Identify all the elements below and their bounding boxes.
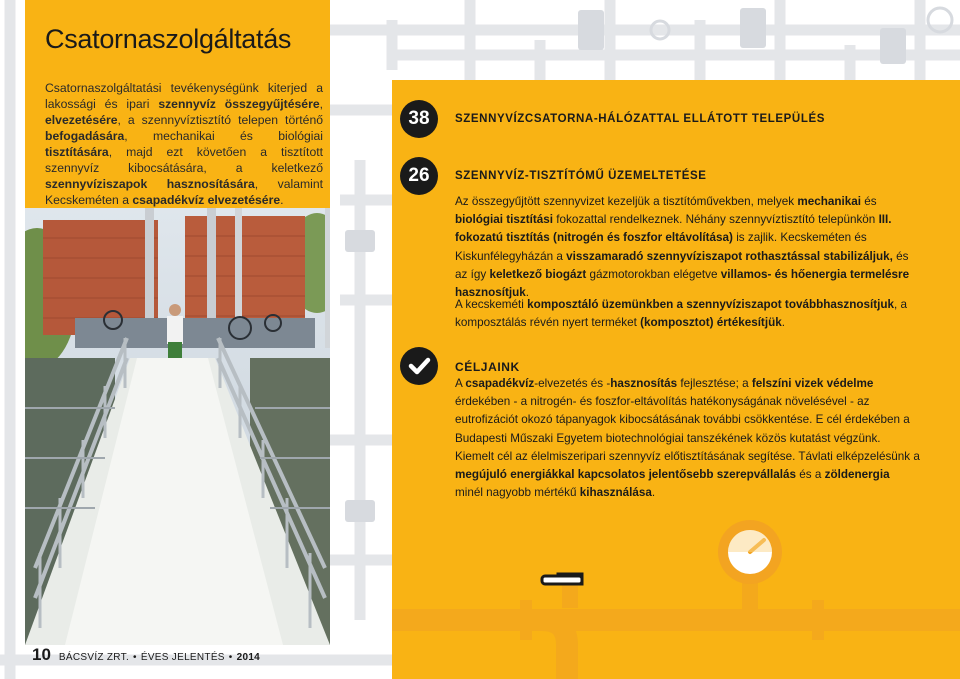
page-title: Csatornaszolgáltatás [45, 24, 292, 54]
stat-label: SZENNYVÍZCSATORNA-HÁLÓZATTAL ELLÁTOTT TELEPÜLÉS [455, 113, 825, 125]
goals-paragraph: A csapadékvíz-elvezetés és -hasznosítás fejlesztése; a felszíni vizek védelme érdekében - a nitrogén- és foszfor-eltávolítás hatékonyságának növelésével - az eutrofizációt okozó tápanyagok kibocsátásának további csökkentése. E cél érdekében a Budapesti Műszaki Egyetem biotechnológiai tanszékének közös kutatást végzünk. Kiemelt cél az élelmiszeripari szennyvíz előtisztításának segítése. Távlati elképzelésünk a megújuló energiákkal kapcsolatos jelentősebb szerepvállalás és a zöldenergia minél nagyobb mértékű kihasználása. [455, 377, 920, 500]
check-icon [400, 347, 438, 385]
stat-label: SZENNYVÍZ-TISZTÍTÓMŰ ÜZEMELTETÉSE [455, 170, 707, 182]
stat-settlements [400, 100, 825, 138]
footer-separator: • [133, 652, 137, 663]
treatment-paragraph: Az összegyűjtött szennyvizet kezeljük a tisztítóművekben, melyek mechanikai és biológiai tisztítási fokozattal rendelkeznek. Néhány szennyvíztisztító telepünkön III. fokozatú tisztítás (nitrogén és foszfor eltávolítása) is zajlik. Kecskeméten és Kiskunfélegyházán a visszamaradó szennyvíziszapot rothasztással stabilizáljuk, és az így keletkező biogázt gázmotorokban elégetve villamos- és hőenergia termelésre hasznosítjuk. [455, 195, 910, 300]
footer-report: ÉVES JELENTÉS [140, 652, 225, 663]
footer-company: BÁCSVÍZ ZRT. [58, 652, 130, 663]
footer-year: 2014 [236, 652, 261, 663]
pipe-illustration [392, 520, 960, 679]
stat-number: 26 [400, 157, 438, 195]
compost-paragraph: A kecskeméti komposztáló üzemünkben a szennyvíziszapot továbbhasznosítjuk, a komposztálás révén nyert terméket (komposztot) értékesítjük. [455, 298, 908, 330]
stat-number: 38 [400, 100, 438, 138]
pressure-gauge-icon [718, 520, 782, 584]
goals-title: CÉLJAINK [455, 360, 520, 374]
intro-text: Csatornaszolgáltatási tevékenységünk kiterjed a lakossági és ipari szennyvíz összegyűjtésére, elvezetésére, a szennyvíztisztító telepen történő befogadására, mechanikai és biológiai tisztítására, majd ezt követően a tisztított szennyvíz kibocsátására, a keletkező szennyvíziszapok hasznosítására, valamint Kecskeméten a csapadékvíz elvezetésére. [45, 81, 323, 207]
treatment-plant-photo [25, 208, 330, 645]
page-footer [32, 645, 260, 665]
footer-separator: • [228, 652, 233, 663]
valve-icon [542, 574, 582, 608]
intro-panel [25, 0, 330, 208]
stat-treatment-plants [400, 157, 707, 195]
page-number: 10 [32, 645, 51, 664]
